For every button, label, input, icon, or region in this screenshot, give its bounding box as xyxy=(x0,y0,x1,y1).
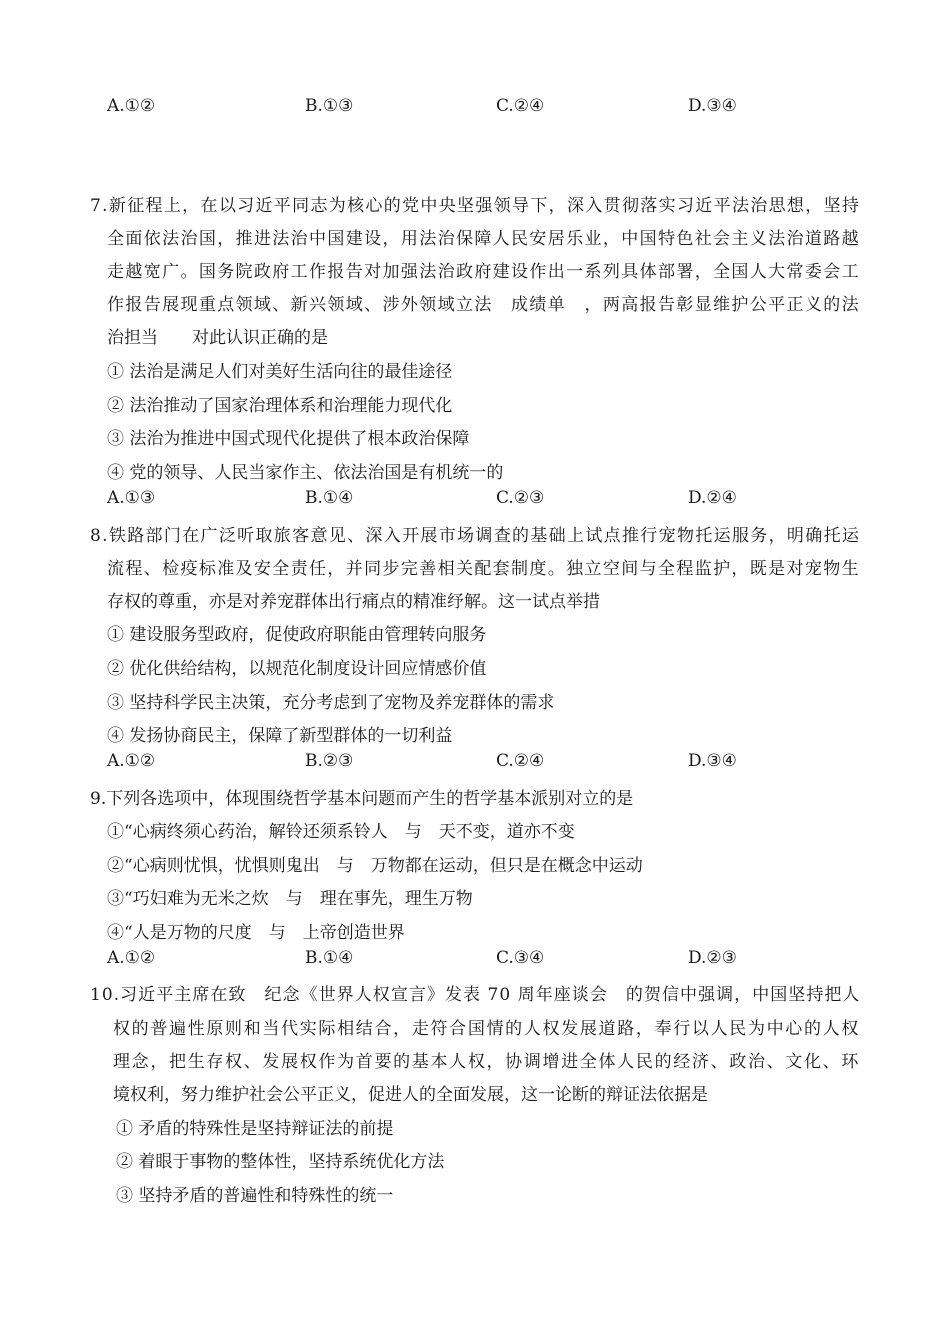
q7-item-2: ② 法治推动了国家治理体系和治理能力现代化 xyxy=(107,396,453,416)
q8-item-2: ② 优化供给结构，以规范化制度设计回应情感价值 xyxy=(107,659,487,679)
q7-option-a[interactable]: A.①③ xyxy=(107,488,156,508)
q7-item-4: ④ 党的领导、人民当家作主、依法治国是有机统一的 xyxy=(107,463,504,483)
q8-option-c[interactable]: C.②④ xyxy=(496,751,545,771)
q7-stem-line-5: 治担当 对此认识正确的是 xyxy=(107,328,328,348)
q6-option-c[interactable]: C.②④ xyxy=(496,96,545,116)
q6-option-b[interactable]: B.①③ xyxy=(305,96,354,116)
q7-option-b[interactable]: B.①④ xyxy=(305,488,354,508)
q7-item-3: ③ 法治为推进中国式现代化提供了根本政治保障 xyxy=(107,429,470,449)
q9-option-c[interactable]: C.③④ xyxy=(496,948,545,968)
q8-option-b[interactable]: B.②③ xyxy=(305,751,354,771)
q7-stem-line-2: 全面依法治国，推进法治中国建设，用法治保障人民安居乐业，中国特色社会主义法治道路越 xyxy=(107,229,860,249)
q9-item-3: ③“巧妇难为无米之炊 与 理在事先，理生万物 xyxy=(107,889,473,909)
q8-stem-line-3: 存权的尊重，亦是对养宠群体出行痛点的精准纾解。这一试点举措 xyxy=(107,592,600,612)
q8-item-4: ④ 发扬协商民主，保障了新型群体的一切利益 xyxy=(107,726,453,746)
q10-stem-line-1: 10.习近平主席在致 纪念《世界人权宣言》发表 70 周年座谈会 的贺信中强调，中国坚持把人 xyxy=(90,985,861,1005)
q8-stem-line-2: 流程、检疫标准及安全责任，并同步完善相关配套制度。独立空间与全程监护，既是对宠物生 xyxy=(107,559,860,579)
q10-item-3: ③ 坚持矛盾的普遍性和特殊性的统一 xyxy=(116,1186,394,1206)
q9-option-b[interactable]: B.①④ xyxy=(305,948,354,968)
q10-stem-line-2: 权的普遍性原则和当代实际相结合，走符合国情的人权发展道路，奉行以人民为中心的人权 xyxy=(113,1019,860,1039)
q9-option-a[interactable]: A.①② xyxy=(107,948,156,968)
q10-stem-line-3: 理念，把生存权、发展权作为首要的基本人权，协调增进全体人民的经济、政治、文化、环 xyxy=(113,1052,860,1072)
q8-item-3: ③ 坚持科学民主决策，充分考虑到了宠物及养宠群体的需求 xyxy=(107,693,555,713)
q6-option-a[interactable]: A.①② xyxy=(107,96,156,116)
q8-stem-line-1: 8.铁路部门在广泛听取旅客意见、深入开展市场调查的基础上试点推行宠物托运服务，明确托运 xyxy=(90,526,861,546)
q8-option-d[interactable]: D.③④ xyxy=(688,751,737,771)
q7-stem-line-1: 7.新征程上，在以习近平同志为核心的党中央坚强领导下，深入贯彻落实习近平法治思想，坚持 xyxy=(90,196,861,216)
q8-option-a[interactable]: A.①② xyxy=(107,751,156,771)
q7-option-d[interactable]: D.②④ xyxy=(688,488,737,508)
q10-item-2: ② 着眼于事物的整体性，坚持系统优化方法 xyxy=(116,1152,445,1172)
q10-item-1: ① 矛盾的特殊性是坚持辩证法的前提 xyxy=(116,1119,394,1139)
q9-option-d[interactable]: D.②③ xyxy=(688,948,737,968)
q9-item-1: ①“心病终须心药治，解铃还须系铃人 与 天不变，道亦不变 xyxy=(107,822,575,842)
q7-option-c[interactable]: C.②③ xyxy=(496,488,545,508)
q7-stem-line-4: 作报告展现重点领域、新兴领域、涉外领域立法 成绩单 ，两高报告彰显维护公平正义的法 xyxy=(107,295,860,315)
q6-option-d[interactable]: D.③④ xyxy=(688,96,737,116)
q9-item-2: ②“心病则忧惧，忧惧则鬼出 与 万物都在运动，但只是在概念中运动 xyxy=(107,856,643,876)
q9-stem-line-1: 9.下列各选项中，体现围绕哲学基本问题而产生的哲学基本派别对立的是 xyxy=(90,789,634,809)
q8-item-1: ① 建设服务型政府，促使政府职能由管理转向服务 xyxy=(107,625,487,645)
q9-item-4: ④“人是万物的尺度 与 上帝创造世界 xyxy=(107,923,405,943)
q7-item-1: ① 法治是满足人们对美好生活向往的最佳途径 xyxy=(107,362,453,382)
q7-stem-line-3: 走越宽广。国务院政府工作报告对加强法治政府建设作出一系列具体部署，全国人大常委会工 xyxy=(107,262,860,282)
q10-stem-line-4: 境权利，努力维护社会公平正义，促进人的全面发展，这一论断的辩证法依据是 xyxy=(113,1085,708,1105)
